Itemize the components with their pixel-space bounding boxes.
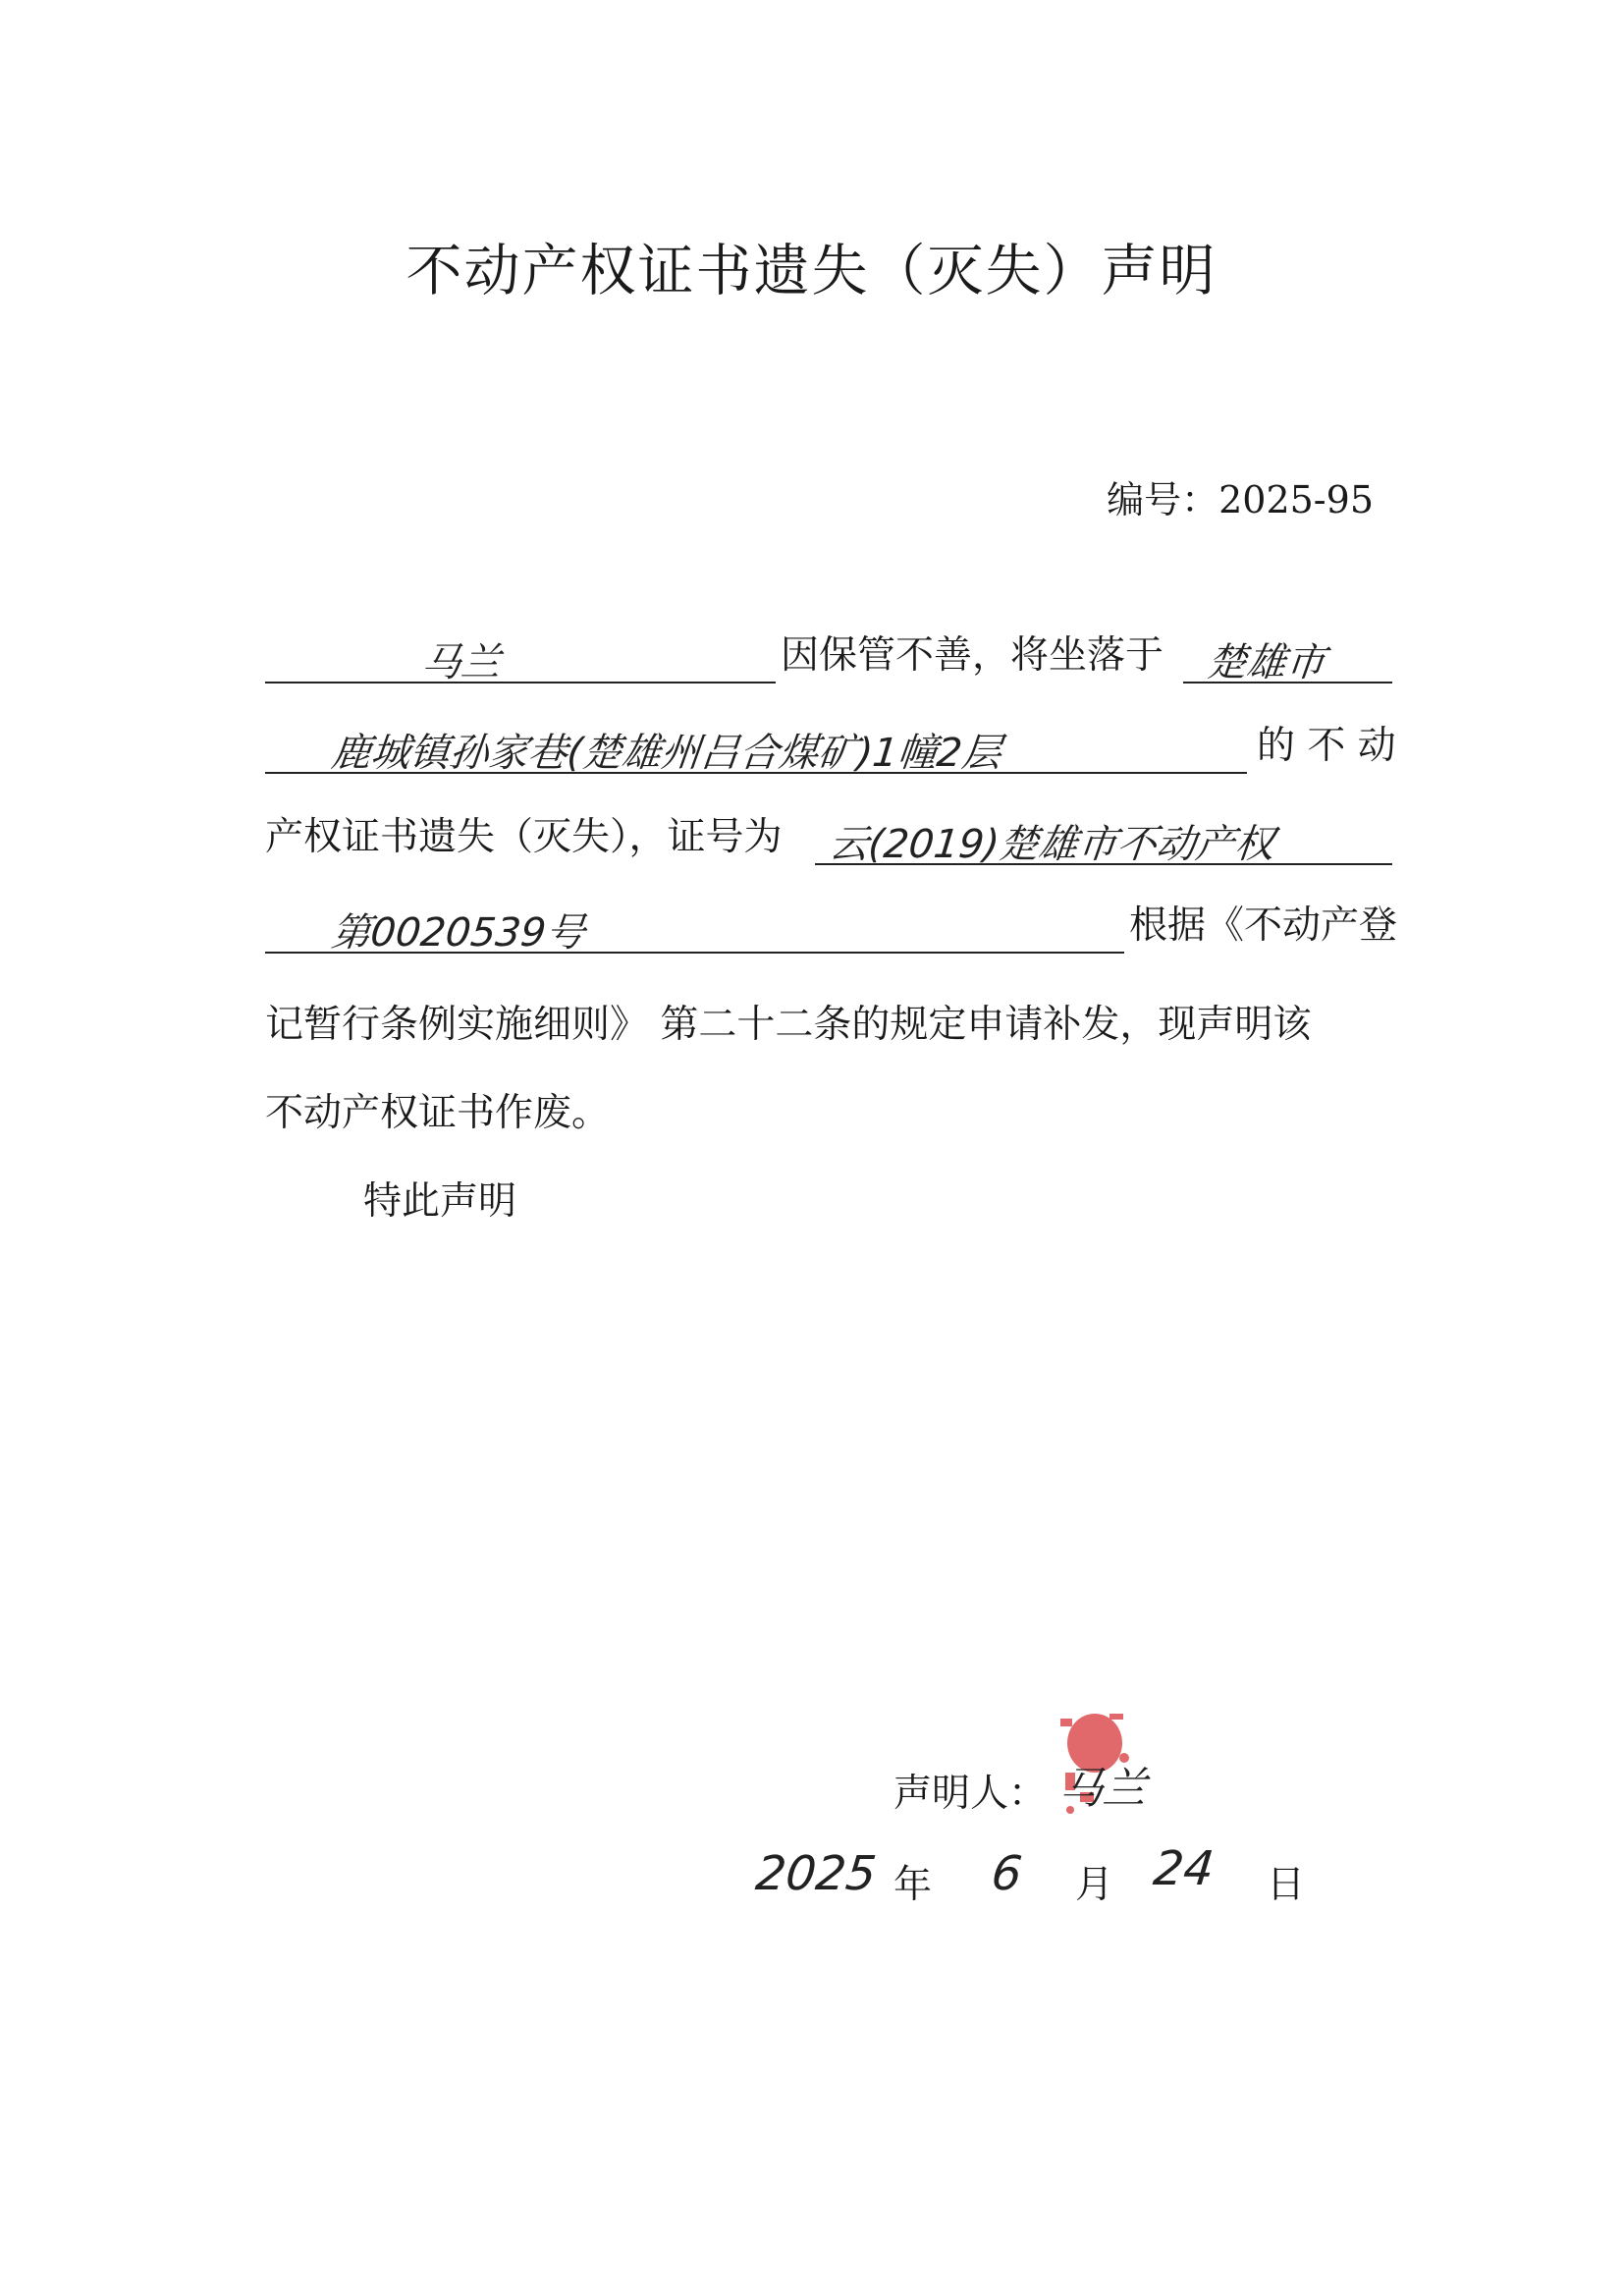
line-2: [265, 709, 1396, 788]
text-2: 的 不 动: [1257, 724, 1396, 768]
sign-day-unit: 日: [1267, 1863, 1306, 1907]
line-4: [265, 889, 1398, 967]
text-3: 产权证书遗失（灭失），证号为: [265, 815, 783, 859]
closing-text: 特此声明: [363, 1179, 517, 1224]
location-a-handwritten: 楚雄市: [1205, 640, 1328, 685]
text-6: 不动产权证书作废。: [265, 1091, 611, 1135]
document-title: 不动产权证书遗失（灭失）声明: [406, 239, 1217, 303]
sign-year-unit: 年: [893, 1863, 933, 1907]
text-4: 根据《不动产登: [1129, 903, 1398, 948]
sign-month-unit: 月: [1075, 1863, 1114, 1907]
location-b-handwritten: 鹿城镇孙家巷(楚雄州吕合煤矿)1幢2层: [329, 731, 1004, 776]
text-1: 因保管不善，将坐落于: [781, 633, 1164, 678]
cert-a-handwritten: 云(2019)楚雄市不动产权: [827, 822, 1277, 867]
line-1: [265, 619, 1392, 697]
text-5: 记暂行条例实施细则》 第二十二条的规定申请补发，现声明该: [265, 1003, 1312, 1047]
line-3: [265, 800, 1392, 879]
cert-b-handwritten: 第0020539号: [329, 910, 588, 956]
sign-year: 2025: [753, 1846, 880, 1901]
declarant-label: 声明人：: [893, 1772, 1048, 1816]
document-number: 编号：2025-95: [1107, 478, 1374, 521]
sign-day: 24: [1151, 1841, 1217, 1896]
declarant-signature: 马兰: [1056, 1764, 1150, 1814]
sign-month: 6: [989, 1846, 1025, 1901]
owner-name-handwritten: 马兰: [419, 640, 504, 685]
owner-blank: [265, 613, 776, 683]
